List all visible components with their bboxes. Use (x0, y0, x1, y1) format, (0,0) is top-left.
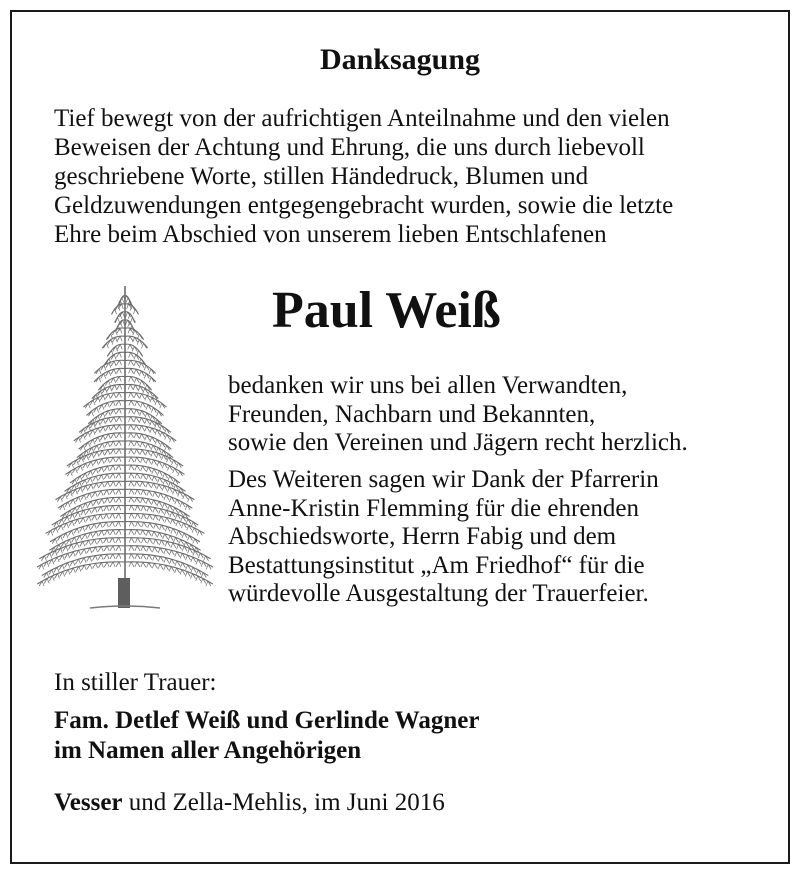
family-signature (54, 706, 479, 766)
thanks-line: bedanken wir uns bei allen Verwandten, (228, 372, 628, 399)
fir-tree-icon (30, 282, 220, 612)
place-date (54, 788, 445, 818)
family-line: im Namen aller Angehörigen (54, 737, 362, 764)
further-line: Abschiedsworte, Herrn Fabig und dem (228, 523, 617, 550)
further-thanks-paragraph (228, 466, 768, 609)
further-line: Des Weiteren sagen wir Dank der Pfarrerin (228, 466, 659, 493)
further-line: würdevolle Ausgestaltung der Trauerfeier. (228, 580, 649, 607)
further-line: Anne-Kristin Flemming für die ehrenden (228, 494, 640, 522)
notice-title: Danksagung (319, 43, 481, 76)
place-name: Vesser (54, 789, 123, 816)
family-line: Fam. Detlef Weiß und Gerlinde Wagner (54, 707, 480, 734)
intro-line: Tief bewegt von der aufrichtigen Anteilnahme und den vielen (54, 105, 670, 132)
mourning-intro: In stiller Trauer: (54, 669, 217, 696)
intro-line: Ehre beim Abschied von unserem lieben Entschlafenen (54, 221, 607, 248)
intro-line: Beweisen der Achtung und Ehrung, die uns durch liebevoll (54, 134, 645, 161)
place-date-rest: und Zella-Mehlis, im Juni 2016 (122, 789, 445, 816)
thanks-line: sowie den Vereinen und Jägern recht herzlich. (228, 429, 688, 456)
thanks-line: Freunden, Nachbarn und Bekannten, (228, 400, 596, 428)
thanks-paragraph (228, 372, 768, 458)
further-line: Bestattungsinstitut „Am Friedhof“ für die (228, 551, 645, 579)
intro-paragraph (54, 104, 754, 249)
deceased-name: Paul Weiß (272, 282, 501, 339)
tree-trunk (118, 578, 130, 608)
intro-line: Geldzuwendungen entgegengebracht wurden, sowie die letzte (54, 192, 674, 219)
intro-line: geschriebene Worte, stillen Händedruck, Blumen und (54, 163, 589, 190)
